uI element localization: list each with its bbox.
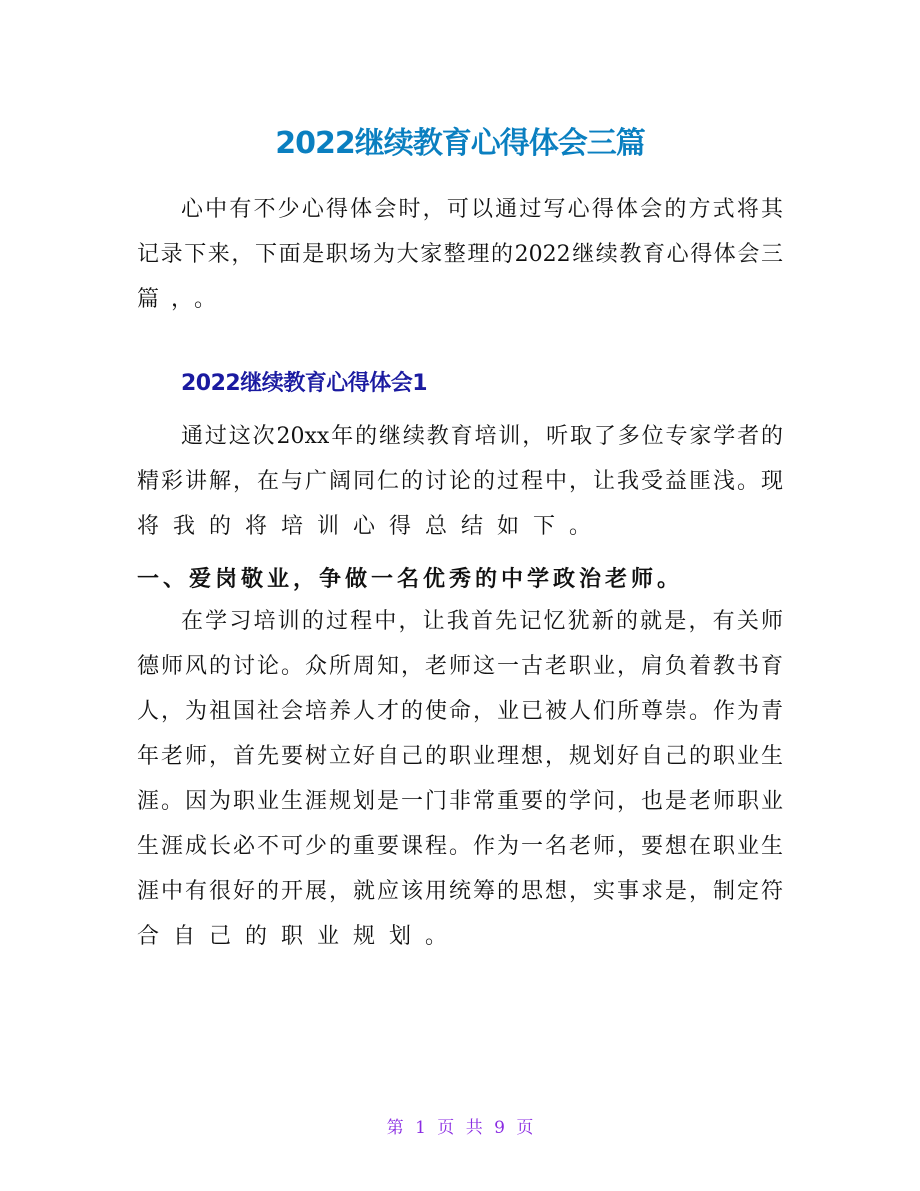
section-heading: 2022继续教育心得体会1 bbox=[181, 371, 428, 396]
subheading: 一、爱岗敬业，争做一名优秀的中学政治老师。 bbox=[137, 566, 684, 592]
paragraph-line: 在学习培训的过程中，让我首先记忆犹新的就是，有关师 bbox=[181, 609, 783, 634]
paragraph-line: 生涯成长必不可少的重要课程。作为一名老师，要想在职业生 bbox=[137, 834, 783, 859]
document-title: 2022继续教育心得体会三篇 bbox=[275, 126, 645, 161]
paragraph-line: 将我的将培训心得总结如下。 bbox=[137, 514, 606, 539]
paragraph-line: 精彩讲解，在与广阔同仁的讨论的过程中，让我受益匪浅。现 bbox=[137, 469, 783, 494]
intro-line: 心中有不少心得体会时，可以通过写心得体会的方式将其 bbox=[181, 197, 783, 222]
paragraph-line: 通过这次20xx年的继续教育培训，听取了多位专家学者的 bbox=[181, 424, 783, 449]
paragraph-line: 人，为祖国社会培养人才的使命，业已被人们所尊崇。作为青 bbox=[137, 699, 783, 724]
paragraph-line: 涯中有很好的开展，就应该用统筹的思想，实事求是，制定符 bbox=[137, 879, 783, 904]
page-footer: 第 1 页 共 9 页 bbox=[386, 1118, 534, 1138]
intro-line: 记录下来，下面是职场为大家整理的2022继续教育心得体会三 bbox=[137, 242, 783, 267]
paragraph-line: 涯。因为职业生涯规划是一门非常重要的学问，也是老师职业 bbox=[137, 789, 783, 814]
paragraph-line: 合自己的职业规划。 bbox=[137, 924, 462, 949]
paragraph-line: 德师风的讨论。众所周知，老师这一古老职业，肩负着教书育 bbox=[137, 654, 783, 679]
intro-line: 篇，。 bbox=[137, 287, 229, 312]
paragraph-line: 年老师，首先要树立好自己的职业理想，规划好自己的职业生 bbox=[137, 744, 783, 769]
